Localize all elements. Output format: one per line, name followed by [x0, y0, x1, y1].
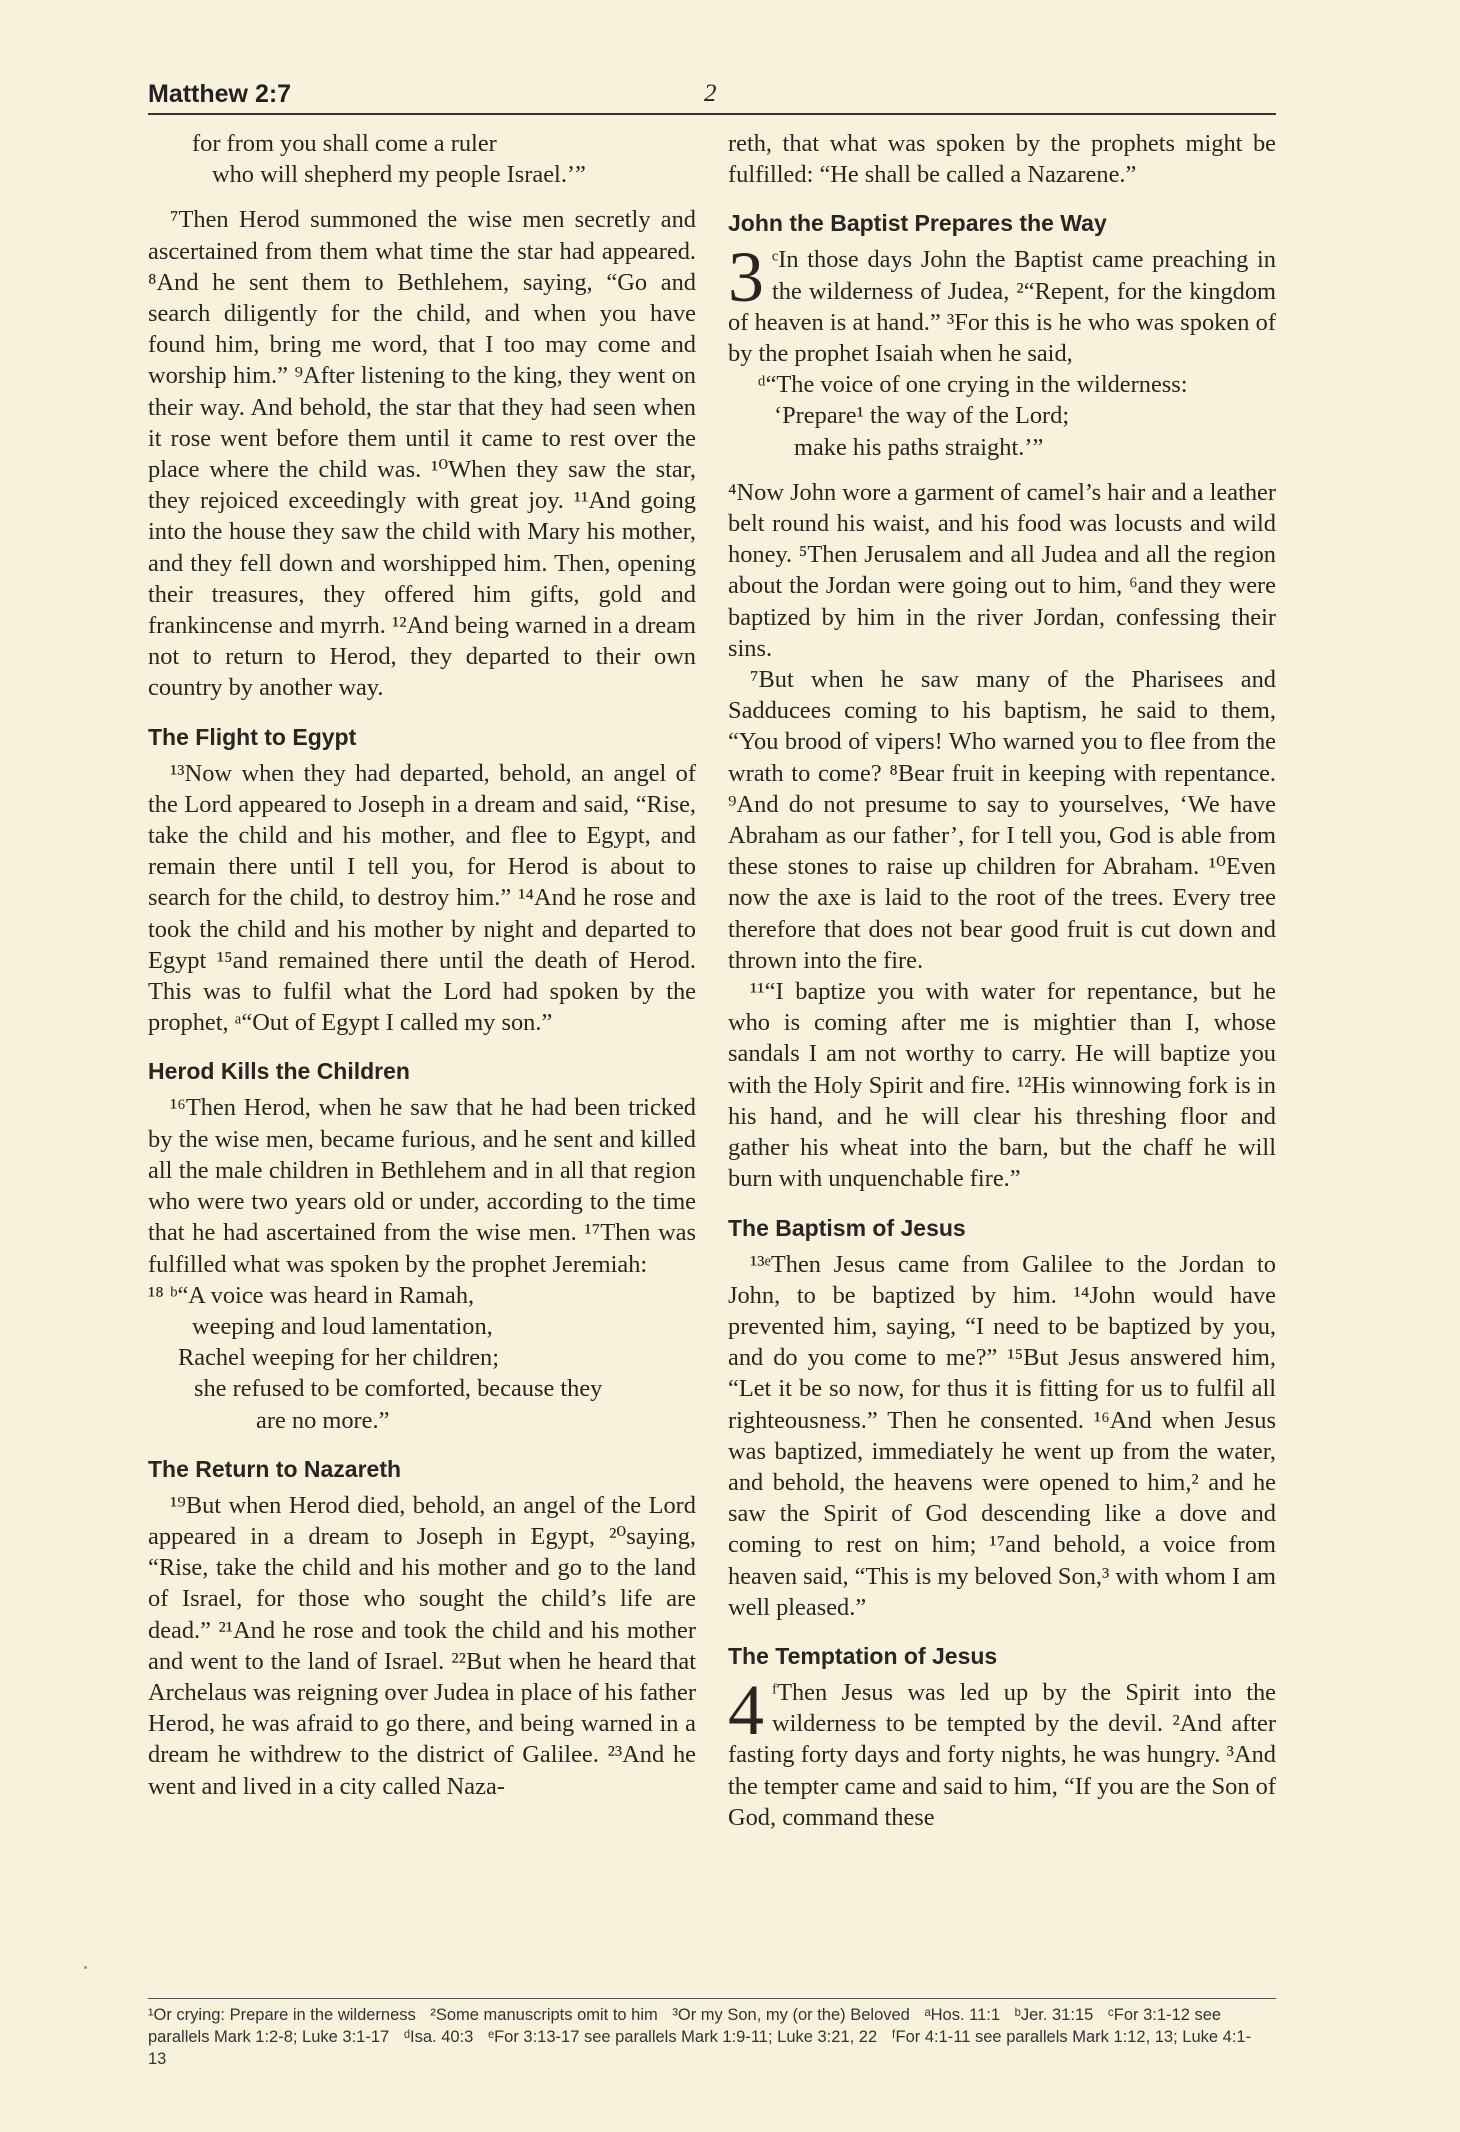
crossref-a: ᵃHos. 11:1 [924, 2006, 1001, 2024]
poetry-line: she refused to be comforted, because they [194, 1375, 603, 1403]
footnotes [148, 2004, 1276, 2070]
poetry-line: Rachel weeping for her children; [178, 1344, 500, 1372]
crossref-f: ᶠFor 4:1-11 see parallels Mark 1:12, 13; Luke 4:1-13 [148, 2028, 1252, 2068]
section-heading-flight: The Flight to Egypt [148, 723, 357, 750]
poetry-line: ‘Prepare¹ the way of the Lord; [774, 402, 1070, 430]
crossref-d: ᵈIsa. 40:3 [403, 2028, 474, 2046]
crossref-b: ᵇJer. 31:15 [1014, 2006, 1094, 2024]
chapter-3-opening [728, 237, 1276, 369]
paragraph-verses-3-4-6: ⁴Now John wore a garment of camel’s hair and a leather belt round his waist, and his food was locusts and wild honey. ⁵Then Jerusalem and all Judea and all the region about the Jordan were going out to him, ⁶and they were baptized by him in the river Jordan, confessing their sins. [728, 478, 1276, 662]
section-heading-baptism: The Baptism of Jesus [728, 1214, 966, 1241]
paragraph-verses-4-1-3: ᶠThen Jesus was led up by the Spirit into the wilderness to be tempted by the devil. ²And after fasting forty days and forty nights, he was hungry. ³And the tempter came and said to him, “If you are the Son of God, command these [728, 1678, 1276, 1831]
page-number: 2 [704, 80, 717, 107]
section-heading-return: The Return to Nazareth [148, 1455, 402, 1482]
poetry-line: weeping and loud lamentation, [192, 1312, 493, 1340]
header-rule [148, 113, 1276, 115]
section-heading-temptation: The Temptation of Jesus [728, 1642, 998, 1669]
crossref-e: ᵉFor 3:13-17 see parallels Mark 1:9-11; Luke 3:21, 22 [487, 2028, 878, 2046]
paragraph-verses-3-1-3: ᶜIn those days John the Baptist came preaching in the wilderness of Judea, ²“Repent, for the kingdom of heaven is at hand.” ³For this is he who was spoken of by the prophet Isaiah when he said, [728, 246, 1276, 368]
chapter-number-4: 4 [728, 1669, 764, 1750]
poetry-line: who will shepherd my people Israel.’” [212, 161, 586, 189]
footnote-3: ³Or my Son, my (or the) Beloved [672, 2006, 910, 2024]
paragraph-verses-3-13-17: ¹³ᵉThen Jesus came from Galilee to the Jordan to John, to be baptized by him. ¹⁴John would have prevented him, saying, “I need to be baptized by you, and do you come to me?” ¹⁵But Jesus answered him, “Let it be so now, for thus it is fitting for us to fulfil all righteousness.” Then he consented. ¹⁶And when Jesus was baptized, immediately he went up from the water, and behold, the heavens were opened to him,² and he saw the Spirit of God descending like a dove and coming to rest on him; ¹⁷and behold, a voice from heaven said, “This is my beloved Son,³ with whom I am well pleased.” [728, 1250, 1276, 1621]
poetry-line: are no more.” [256, 1406, 390, 1434]
footnote-1: ¹Or crying: Prepare in the wilderness [148, 2006, 416, 2024]
margin-speck [84, 1966, 87, 1969]
paragraph-verses-3-7-10: ⁷But when he saw many of the Pharisees and Sadducees coming to his baptism, he said to them, “You brood of vipers! Who warned you to flee from the wrath to come? ⁸Bear fruit in keeping with repentance. ⁹And do not presume to say to yourselves, ‘We have Abraham as our father’, for I tell you, God is able from these stones to raise up children for Abraham. ¹⁰Even now the axe is laid to the root of the trees. Every tree therefore that does not bear good fruit is cut down and thrown into the fire. [728, 666, 1276, 974]
section-heading-john: John the Baptist Prepares the Way [728, 210, 1107, 237]
poetry-block-ruler [148, 128, 696, 190]
running-head [148, 80, 1276, 114]
chapter-number-3: 3 [728, 237, 764, 318]
section-heading-herod: Herod Kills the Children [148, 1058, 410, 1085]
poetry-block-voice [728, 369, 1276, 463]
poetry-line: ¹⁸ ᵇ“A voice was heard in Ramah, [148, 1281, 475, 1309]
chapter-reference: Matthew 2:7 [148, 80, 292, 108]
paragraph-verses-19-23: ¹⁹But when Herod died, behold, an angel of the Lord appeared in a dream to Joseph in Egypt, ²⁰saying, “Rise, take the child and his mother and go to the land of Israel, for those who sought the child’s life are dead.” ²¹And he rose and took the child and his mother and went to the land of Israel. ²²But when he heard that Archelaus was reigning over Judea in place of his father Herod, he was afraid to go there, and being warned in a dream he withdrew to the district of Galilee. ²³And he went and lived in a city called Naza- [148, 1491, 696, 1800]
poetry-block-rachel [148, 1280, 696, 1436]
poetry-line: make his paths straight.’” [794, 433, 1044, 461]
footnote-rule [148, 1998, 1276, 1999]
paragraph-verses-7-12: ⁷Then Herod summoned the wise men secretly and ascertained from them what time the star had appeared. ⁸And he sent them to Bethlehem, saying, “Go and search diligently for the child, and when you have found him, bring me word, that I too may come and worship him.” ⁹After listening to the king, they went on their way. And behold, the star that they had seen when it rose went before them until it came to rest over the place where the child was. ¹⁰When they saw the star, they rejoiced exceedingly with great joy. ¹¹And going into the house they saw the child with Mary his mother, and they fell down and worshipped him. Then, opening their treasures, they offered him gifts, gold and frankincense and myrrh. ¹²And being warned in a dream not to return to Herod, they departed to their own country by another way. [148, 206, 696, 702]
chapter-4-opening [728, 1669, 1276, 1833]
paragraph-verses-3-11-12: ¹¹“I baptize you with water for repentance, but he who is coming after me is mightier than I, whose sandals I am not worthy to carry. He will baptize you with the Holy Spirit and fire. ¹²His winnowing fork is in his hand, and he will clear his threshing floor and gather his wheat into the barn, but the chaff he will burn with unquenchable fire.” [728, 978, 1276, 1193]
paragraph-verses-13-15: ¹³Now when they had departed, behold, an angel of the Lord appeared to Joseph in a dream and said, “Rise, take the child and his mother, and flee to Egypt, and remain there until I tell you, for Herod is about to search for the child, to destroy him.” ¹⁴And he rose and took the child and his mother by night and departed to Egypt ¹⁵and remained there until the death of Herod. This was to fulfil what the Lord had spoken by the prophet, ᵃ“Out of Egypt I called my son.” [148, 759, 696, 1037]
footnote-2: ²Some manuscripts omit to him [430, 2006, 658, 2024]
paragraph-verse-23-continued: reth, that what was spoken by the prophets might be fulfilled: “He shall be called a Nazarene.” [728, 130, 1276, 189]
poetry-line: for from you shall come a ruler [192, 130, 497, 157]
crossref-c: ᶜFor 3:1-12 see parallels Mark 1:2-8; Luke 3:1-17 [148, 2006, 1222, 2046]
poetry-line: ᵈ“The voice of one crying in the wilderness: [758, 371, 1188, 399]
left-column [148, 128, 696, 1802]
right-column [728, 128, 1276, 1833]
paragraph-verses-16-17: ¹⁶Then Herod, when he saw that he had been tricked by the wise men, became furious, and he sent and killed all the male children in Bethlehem and in all that region who were two years old or under, according to the time that he had ascertained from the wise men. ¹⁷Then was fulfilled what was spoken by the prophet Jeremiah: [148, 1094, 696, 1278]
